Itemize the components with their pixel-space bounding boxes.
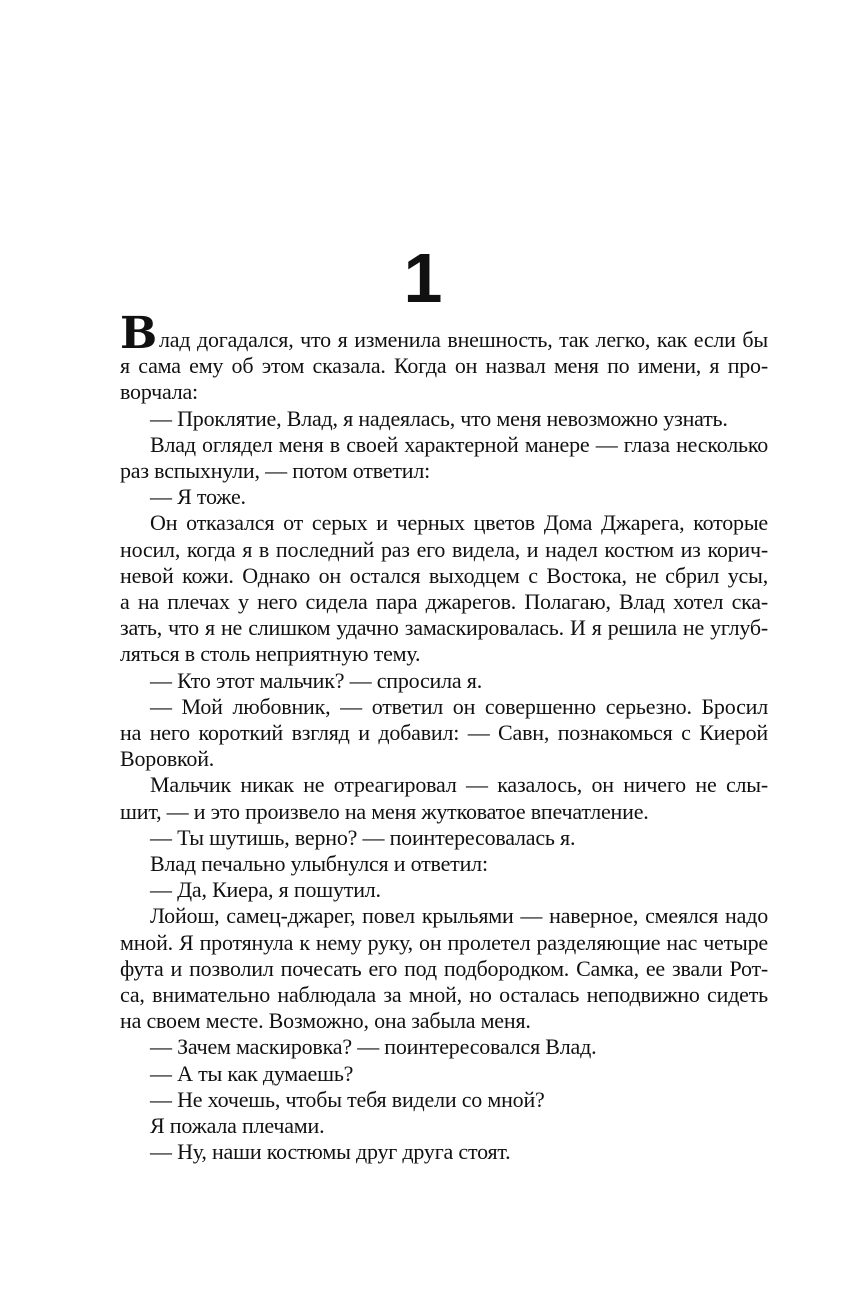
text-line: Лойош, самец-джарег, повел крыльями — наверное, смеялся надо [150, 903, 768, 929]
paragraph [120, 1139, 768, 1165]
text-line: са, внимательно наблюдала за мной, но осталась неподвижно сидеть [120, 982, 768, 1008]
text-line: невой кожи. Однако он остался выходцем с Востока, не сбрил усы, [120, 562, 768, 588]
paragraph [120, 668, 768, 694]
paragraph [120, 903, 768, 1034]
text-line: Влад печально улыбнулся и ответил: [150, 851, 488, 877]
text-line: я сама ему об этом сказала. Когда он назвал меня по имени, я про- [120, 353, 768, 379]
text-line: Он отказался от серых и черных цветов Дома Джарега, которые [150, 510, 768, 536]
text-line: — А ты как думаешь? [150, 1060, 354, 1086]
text-line: — Кто этот мальчик? — спросила я. [150, 667, 482, 693]
text-line: — Ты шутишь, верно? — поинтересовалась я. [150, 824, 576, 850]
paragraph [120, 432, 768, 484]
text-line: зать, что я не слишком удачно замаскировалась. И я решила не углуб- [120, 615, 768, 641]
paragraph [120, 1087, 768, 1113]
paragraph [120, 825, 768, 851]
text-line: на своем месте. Возможно, она забыла меня. [120, 1008, 531, 1034]
text-line: — Мой любовник, — ответил он совершенно серьезно. Бросил [150, 693, 768, 719]
text-line: — Я тоже. [150, 484, 246, 510]
paragraph [120, 851, 768, 877]
text-line: Я пожала плечами. [150, 1113, 325, 1139]
body-text [120, 308, 768, 1166]
paragraph-list [120, 406, 768, 1166]
paragraph [120, 1061, 768, 1087]
chapter-number: 1 [403, 239, 441, 317]
paragraph [120, 694, 768, 773]
text-line: носил, когда я в последний раз его видела, и надел костюм из корич- [120, 536, 768, 562]
text-line: — Ну, наши костюмы друг друга стоят. [150, 1139, 511, 1165]
text-line: — Да, Киера, я пошутил. [150, 877, 381, 903]
text-line: ворчала: [120, 379, 198, 405]
text-line: а на плечах у него сидела пара джарегов. Полагаю, Влад хотел ска- [120, 589, 768, 615]
paragraph [120, 1034, 768, 1060]
text-line: — Не хочешь, чтобы тебя видели со мной? [150, 1086, 545, 1112]
text-line: ляться в столь неприятную тему. [120, 641, 421, 667]
first-paragraph [120, 308, 768, 406]
paragraph [120, 877, 768, 903]
text-line: Влад догадался, что я изменила внешность, так легко, как если бы [120, 308, 768, 359]
paragraph [120, 510, 768, 667]
text-line: фута и позволил почесать его под подбородком. Самка, ее звали Рот- [120, 955, 768, 981]
paragraph [120, 406, 768, 432]
text-line: раз вспыхнули, — потом ответил: [120, 458, 431, 484]
text-line: Мальчик никак не отреагировал — казалось, он ничего не слы- [150, 772, 768, 798]
text-line: мной. Я протянула к нему руку, он пролетел разделяющие нас четыре [120, 929, 768, 955]
drop-cap: В [120, 308, 157, 359]
text-line: шит, — и это произвело на меня жутковатое впечатление. [120, 798, 649, 824]
text-line: Влад оглядел меня в своей характерной манере — глаза несколько [150, 431, 768, 457]
paragraph [120, 1113, 768, 1139]
text-line: — Проклятие, Влад, я надеялась, что меня невозможно узнать. [150, 405, 728, 431]
text-line: Воровкой. [120, 746, 215, 772]
text-line: — Зачем маскировка? — поинтересовался Влад. [150, 1034, 597, 1060]
text-line: на него короткий взгляд и добавил: — Савн, познакомься с Киерой [120, 720, 768, 746]
paragraph [120, 484, 768, 510]
paragraph [120, 772, 768, 824]
